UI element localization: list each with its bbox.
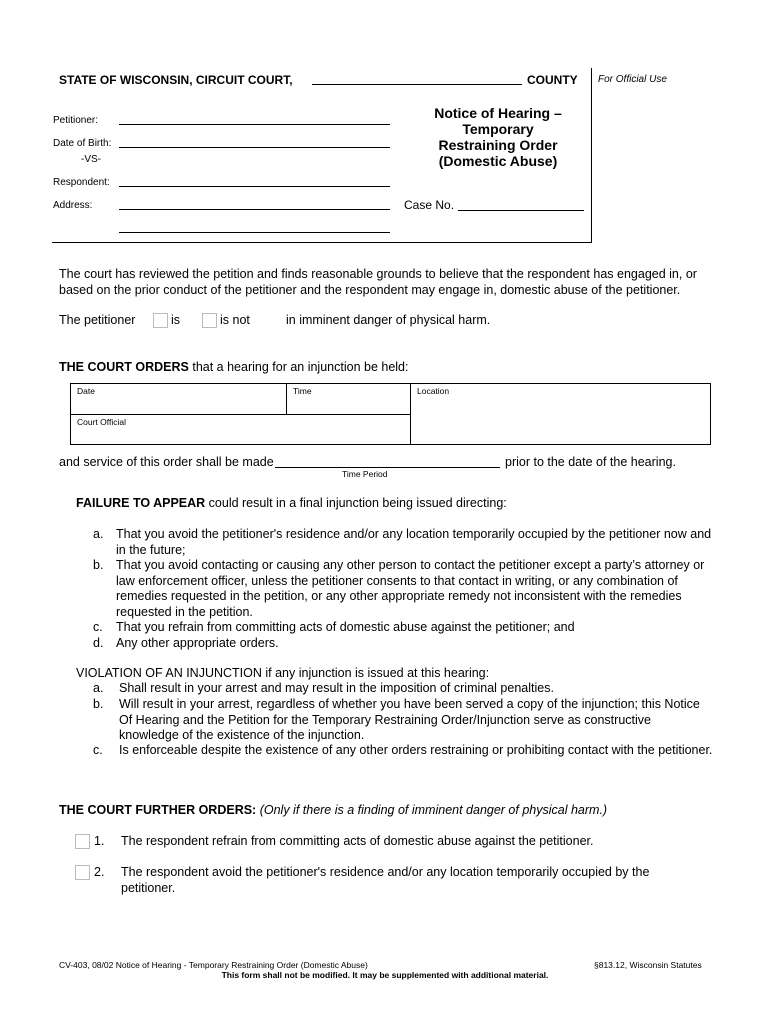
county-label: COUNTY [527,73,578,87]
time-period-field[interactable] [275,467,500,468]
is-not-checkbox[interactable] [202,313,217,328]
failure-marker-d: d. [93,636,104,650]
failure-heading [76,496,507,510]
further-heading [59,803,607,817]
court-official-label: Court Official [77,417,126,427]
title-line-4: (Domestic Abuse) [438,153,558,169]
location-label: Location [417,386,450,396]
title-line-3: Restraining Order [438,137,558,153]
service-text: and service of this order shall be made [59,455,274,469]
court-orders-bold: THE COURT ORDERS [59,360,189,374]
footer-notice: This form shall not be modified. It may be supplemented with additional material. [221,970,549,980]
hearing-time-cell[interactable] [286,383,411,415]
further-text-1: The respondent refrain from committing acts of domestic abuse against the petitioner. [121,834,594,848]
vs-label: -VS- [81,154,101,165]
county-field[interactable] [312,84,522,85]
failure-marker-b: b. [93,558,104,572]
title-line-1: Notice of Hearing – [434,105,562,121]
violation-marker-a: a. [93,681,104,695]
respondent-field[interactable] [119,186,390,187]
violation-text-a: Shall result in your arrest and may result in the imposition of criminal penalties. [119,681,554,695]
is-label: is [171,313,181,327]
further-1-checkbox[interactable] [75,834,90,849]
address-field-1[interactable] [119,209,390,210]
further-bold: THE COURT FURTHER ORDERS: [59,803,257,817]
danger-text: in imminent danger of physical harm. [286,313,491,327]
intro-paragraph: The court has reviewed the petition and finds reasonable grounds to believe that the respondent has engaged in, or based on the prior conduct of the petitioner and the respondent may engage in, domestic abuse of the petitioner. [59,267,697,297]
court-orders-heading [59,360,408,374]
case-no-field[interactable] [458,210,584,211]
footer-form-id: CV-403, 08/02 Notice of Hearing - Temporary Restraining Order (Domestic Abuse) [59,960,368,970]
petitioner-danger-label: The petitioner [59,313,136,327]
violation-text-c: Is enforceable despite the existence of any other orders restraining or prohibiting contact with the petitioner. [119,743,713,757]
further-2-checkbox[interactable] [75,865,90,880]
failure-text-a: That you avoid the petitioner's residence and/or any location temporarily occupied by the petitioner now and in the future; [116,527,712,557]
further-italic: (Only if there is a finding of imminent danger of physical harm.) [259,803,608,817]
time-label: Time [293,386,312,396]
dob-field[interactable] [119,147,390,148]
failure-text-d: Any other appropriate orders. [116,636,279,650]
petitioner-field[interactable] [119,124,390,125]
prior-text: prior to the date of the hearing. [505,455,676,469]
further-marker-2: 2. [94,865,105,879]
case-no-label: Case No. [404,198,455,212]
address-label: Address: [53,200,93,211]
date-label: Date [77,386,95,396]
court-orders-rest: that a hearing for an injunction be held: [188,360,409,374]
failure-text-c: That you refrain from committing acts of domestic abuse against the petitioner; and [116,620,575,634]
hearing-date-cell[interactable] [70,383,287,415]
address-field-2[interactable] [119,232,390,233]
dob-label: Date of Birth: [53,138,112,149]
further-text-2: The respondent avoid the petitioner's residence and/or any location temporarily occupied by the petitioner. [121,865,650,895]
hearing-location-cell[interactable] [410,383,711,445]
failure-bold: FAILURE TO APPEAR [76,496,206,510]
failure-marker-c: c. [93,620,103,634]
court-line: STATE OF WISCONSIN, CIRCUIT COURT, [59,73,293,87]
further-marker-1: 1. [94,834,105,848]
failure-text-b: That you avoid contacting or causing any other person to contact the petitioner except a party’s attorney or law enforcement officer, unless the petitioner consents to that contact in writing, or any combination of remedies requested in the petition, or any other appropriate remedy not inconsistent with the remedies requested in the petition. [116,558,705,619]
is-not-label: is not [220,313,250,327]
violation-text-b: Will result in your arrest, regardless of whether you have been served a copy of the injunction; this Notice Of Hearing and the Petition for the Temporary Restraining Order/Injunction serve as constructive knowledge of the existence of the injunction. [119,697,700,742]
is-checkbox[interactable] [153,313,168,328]
form-title [398,105,598,169]
failure-rest: could result in a final injunction being issued directing: [205,496,507,510]
failure-marker-a: a. [93,527,104,541]
violation-heading: VIOLATION OF AN INJUNCTION if any injunction is issued at this hearing: [76,666,490,680]
footer-statute: §813.12, Wisconsin Statutes [594,960,702,970]
violation-marker-c: c. [93,743,103,757]
title-line-2: Temporary [462,121,534,137]
time-period-label: Time Period [342,469,388,479]
official-use-label: For Official Use [598,74,667,85]
violation-marker-b: b. [93,697,104,711]
petitioner-label: Petitioner: [53,115,99,126]
court-official-cell[interactable] [70,414,411,445]
respondent-label: Respondent: [53,177,110,188]
